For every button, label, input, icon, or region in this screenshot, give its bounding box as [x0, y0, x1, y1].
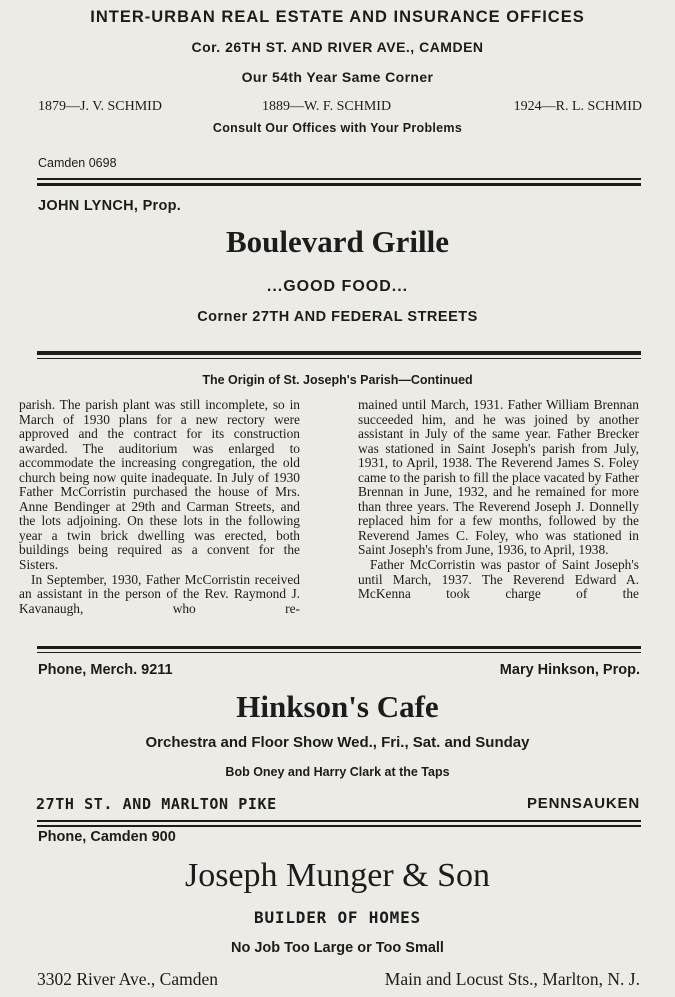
- article-heading: The Origin of St. Joseph's Parish—Continued: [202, 373, 473, 387]
- article-paragraph: In September, 1930, Father McCorristin received an assistant in the person of the Rev. Raymond J. Kavanaugh, who re-: [19, 571, 300, 616]
- founder-1: 1879—J. V. SCHMID: [38, 99, 162, 114]
- divider: [37, 358, 641, 359]
- founder-3: 1924—R. L. SCHMID: [513, 99, 642, 114]
- interurban-phone: Camden 0698: [38, 156, 117, 170]
- munger-phone: Phone, Camden 900: [38, 829, 176, 845]
- munger-name: Joseph Munger & Son: [184, 857, 491, 894]
- munger-address-right: Main and Locust Sts., Marlton, N. J.: [384, 969, 640, 989]
- hinkson-phone: Phone, Merch. 9211: [38, 662, 173, 678]
- article-paragraph: mained until March, 1931. Father William Brennan succeeded him, and he was joined by another assistant in July of the same year. Father Brecker was stationed in Saint Joseph's parish from July, 1931, to April, 1938. The Reverend James S. Foley came to the parish to fill the place vacated by Father Brennan in June, 1932, and he remained for more than three years. The Reverend Joseph J. Donnelly replaced him for a few months, followed by the Reverend James C. Foley, who was stationed in Saint Joseph's from June, 1936, to April, 1938.: [358, 397, 639, 558]
- hinkson-town: PENNSAUKEN: [526, 795, 640, 812]
- munger-trade: BUILDER OF HOMES: [254, 908, 421, 927]
- divider: [37, 652, 641, 653]
- article-right-column: [358, 398, 639, 602]
- munger-motto: No Job Too Large or Too Small: [231, 940, 444, 956]
- hinkson-proprietor: Mary Hinkson, Prop.: [499, 662, 640, 678]
- divider: [37, 825, 641, 827]
- grille-slogan: ...GOOD FOOD...: [266, 278, 409, 295]
- divider: [37, 351, 641, 355]
- hinkson-address: 27TH ST. AND MARLTON PIKE: [36, 795, 277, 813]
- article-left-column: [19, 398, 300, 616]
- article-paragraph: Father McCorristin was pastor of Saint Joseph's until March, 1937. The Reverend Edward A. McKenna took charge of the: [358, 557, 639, 602]
- munger-address-left: 3302 River Ave., Camden: [37, 969, 218, 989]
- hinkson-entertainment: Orchestra and Floor Show Wed., Fri., Sat. and Sunday: [145, 734, 530, 751]
- interurban-title: INTER-URBAN REAL ESTATE AND INSURANCE OFFICES: [90, 8, 585, 26]
- interurban-address: Cor. 26TH ST. AND RIVER AVE., CAMDEN: [191, 39, 484, 55]
- divider: [37, 820, 641, 822]
- hinkson-performers: Bob Oney and Harry Clark at the Taps: [225, 765, 450, 779]
- grille-proprietor: JOHN LYNCH, Prop.: [38, 198, 182, 214]
- divider: [37, 183, 641, 186]
- grille-location: Corner 27TH AND FEDERAL STREETS: [197, 309, 478, 325]
- divider: [37, 646, 641, 649]
- grille-name: Boulevard Grille: [225, 224, 449, 259]
- divider: [37, 178, 641, 180]
- article-paragraph: parish. The parish plant was still incomplete, so in March of 1930 plans for a new rectory were approved and the contract for its construction awarded. The auditorium was enlarged to accommodate the increasing congregation, the old church being now quite inadequate. In July of 1930 Father McCorristin purchased the house of Mrs. Anne Bendinger at 29th and Carman Streets, and the lots adjoining. On these lots in the following year a twin brick dwelling was erected, both buildings being required as a convent for the Sisters.: [19, 397, 300, 573]
- interurban-consult: Consult Our Offices with Your Problems: [212, 121, 463, 135]
- founder-2: 1889—W. F. SCHMID: [262, 99, 392, 114]
- interurban-tagline: Our 54th Year Same Corner: [241, 69, 434, 85]
- hinkson-name: Hinkson's Cafe: [236, 689, 439, 724]
